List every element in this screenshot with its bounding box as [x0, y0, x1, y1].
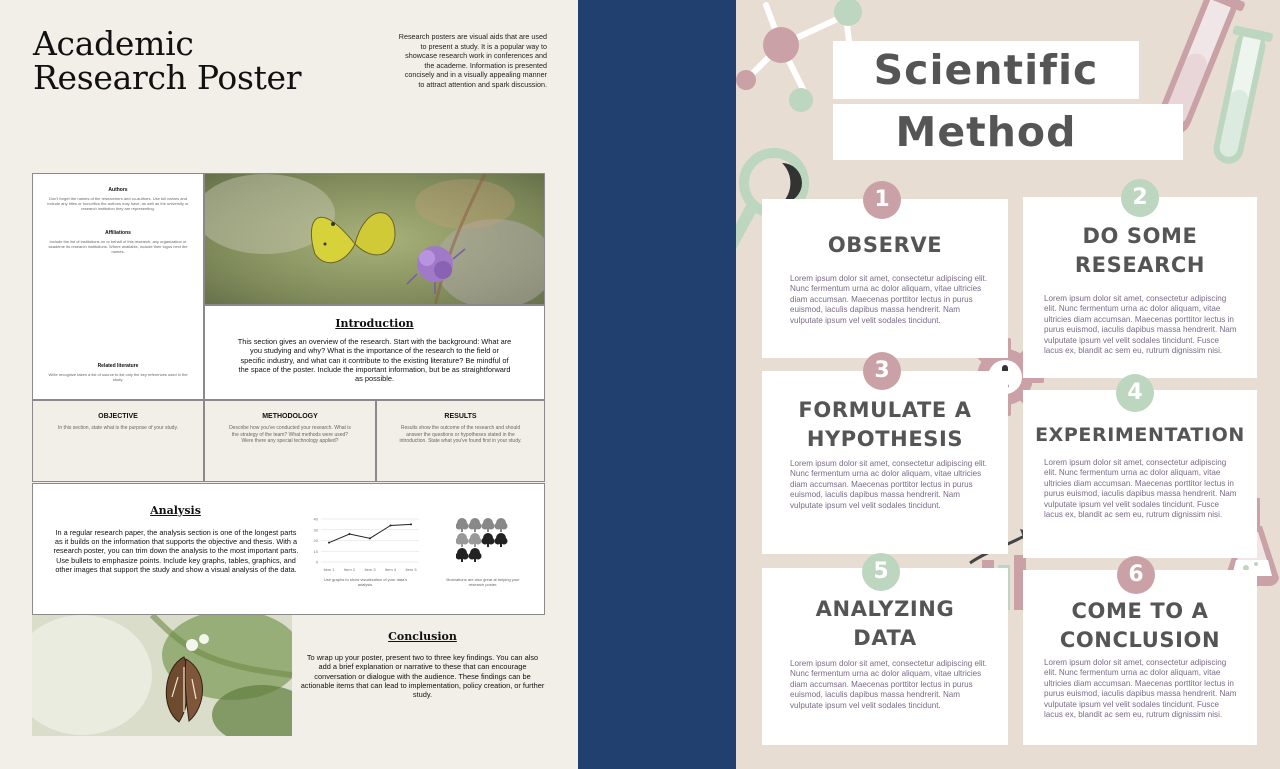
step-title-2: DO SOME RESEARCH — [1074, 224, 1206, 277]
conclusion-heading: Conclusion — [388, 630, 457, 643]
conclusion-section — [300, 630, 545, 699]
tree-icon — [456, 518, 469, 532]
methodology-text: Describe how you've conducted your research. What is the strategy of the team? What methods were used? Were there any special technology applied? — [229, 425, 351, 444]
tree-icon — [495, 518, 508, 532]
step-card-2 — [1023, 197, 1257, 378]
step-number-3: 3 — [863, 352, 901, 390]
poster-intro-text: Research posters are visual aids that are used to present a study. It is a popular way to showcase research work in conferences and the academe. Information is presented concisely and in a visually appealing manner to attract attention and spark discussion. — [398, 32, 547, 89]
step-number-5: 5 — [862, 553, 900, 591]
tree-icon — [469, 518, 482, 532]
authors-heading: Authors — [108, 187, 128, 193]
step-text-4: Lorem ipsum dolor sit amet, consectetur adipiscing elit. Nunc fermentum urna ac dolor aliquam, vitae ultricies diam accumsan. Maecenas porttitor lectus in purus euismod, iaculis dapibus massa hendrerit. Nam vulputate ipsum vel velit sodales tincidunt. Fusce lacus ex, blandit ac sem eu, rutrum dignissim nisi. — [1044, 458, 1237, 520]
step-number-6: 6 — [1117, 556, 1155, 594]
chart-point — [369, 537, 371, 539]
step-title-5: ANALYZING DATA — [815, 597, 955, 650]
step-text-1: Lorem ipsum dolor sit amet, consectetur adipiscing elit. Nunc fermentum urna ac dolor aliquam, vitae ultricies diam accumsan. Maecenas porttitor lectus in purus euismod, iaculis dapibus massa hendrerit. Nam vulputate ipsum vel velit sodales tincidunt. — [790, 274, 988, 325]
results-heading: RESULTS — [444, 413, 477, 420]
affiliations-text: Include the list of institutions on or behalf of this research, any organization or academe its research institutions. Where available, include their logos next the names. — [48, 239, 188, 254]
analysis-panel — [32, 483, 545, 615]
conclusion-text: To wrap up your poster, present two to three key findings. You can also add a brief explanation or narrative to these that can encourage conversation or dialogue with the audience. These findings can be actionable items that can lead to implementation, policy creation, or further study. — [300, 653, 545, 700]
tree-icon — [482, 533, 495, 547]
authors-text: Don't forget the names of the researchers and co-authors. Use full names and include any titles or honorifics the authors may have, as well as the university or research institution they are representing. — [47, 196, 189, 211]
step-number-1: 1 — [863, 181, 901, 219]
step-number-4: 4 — [1116, 374, 1154, 412]
step-text-5: Lorem ipsum dolor sit amet, consectetur adipiscing elit. Nunc fermentum urna ac dolor aliquam, vitae ultricies diam accumsan. Maecenas porttitor lectus in purus euismod, iaculis dapibus massa hendrerit. Nam vulputate ipsum vel velit sodales tincidunt. — [790, 659, 988, 710]
step-card-5 — [762, 568, 1008, 745]
chart-xtick-label: Item 4 — [384, 567, 397, 572]
related-literature-text: Write recognize taken a list of source to list only the key references used in the study. — [48, 372, 188, 382]
step-card-1 — [762, 199, 1008, 358]
authors-panel — [32, 173, 204, 400]
chart-point — [328, 542, 330, 544]
objective-panel — [32, 400, 204, 482]
step-title-4: EXPERIMENTATION — [1035, 424, 1245, 446]
introduction-text: This section gives an overview of the research. Start with the background: What are you studying and why? What is the importance of the research to the field or specific industry, and what can it contribute to the existing literature? Be mindful of the space of the poster. Include the important information, but be as straightforward as possible. — [237, 337, 512, 384]
poster-title-line-1: Scientific — [873, 46, 1099, 94]
academic-research-poster — [0, 0, 578, 769]
tree-icon — [469, 533, 482, 547]
step-text-2: Lorem ipsum dolor sit amet, consectetur adipiscing elit. Nunc fermentum urna ac dolor aliquam, vitae ultricies diam accumsan. Maecenas porttitor lectus in purus euismod, iaculis dapibus massa hendrerit. Nam vulputate ipsum vel velit sodales tincidunt. Fusce lacus ex, blandit ac sem eu, rutrum dignissim nisi. — [1044, 294, 1237, 356]
tree-icon — [456, 533, 469, 547]
chart-xtick-label: Item 2 — [343, 567, 356, 572]
introduction-heading: Introduction — [335, 317, 414, 330]
step-card-6 — [1023, 570, 1257, 745]
step-title-3: FORMULATE A HYPOTHESIS — [798, 398, 972, 451]
scientific-method-poster — [736, 0, 1280, 769]
butterfly-photo — [204, 173, 545, 305]
chart-xtick-label: Item 5 — [405, 567, 417, 572]
tree-icon — [495, 533, 508, 547]
chart-ytick-label: 20 — [313, 538, 318, 543]
chart-xtick-label: Item 3 — [364, 567, 376, 572]
methodology-heading: METHODOLOGY — [262, 413, 318, 420]
chart-ytick-label: 40 — [313, 516, 318, 522]
objective-text: In this section, state what is the purpose of your study. — [58, 425, 178, 431]
chart-ytick-label: 0 — [315, 559, 318, 565]
chart-series-line — [329, 524, 411, 542]
poster-title-line-2: Method — [895, 108, 1077, 156]
introduction-panel — [204, 305, 545, 400]
chart-caption: Use graphs to show visualization of your data's analysis. — [323, 577, 408, 587]
step-card-3 — [762, 371, 1008, 554]
step-card-4 — [1023, 390, 1257, 558]
related-literature-heading: Related literature — [97, 363, 139, 369]
navy-divider — [578, 0, 736, 769]
step-text-3: Lorem ipsum dolor sit amet, consectetur adipiscing elit. Nunc fermentum urna ac dolor aliquam, vitae ultricies diam accumsan. Maecenas porttitor lectus in purus euismod, iaculis dapibus massa hendrerit. Nam vulputate ipsum vel velit sodales tincidunt. — [790, 459, 988, 510]
icons-caption: Illustrations are also great at helping your research poster. — [446, 577, 520, 587]
tree-icons-grid — [456, 517, 512, 565]
chart-point — [410, 523, 412, 525]
chart-ytick-label: 30 — [313, 527, 318, 533]
analysis-text: In a regular research paper, the analysis section is one of the longest parts as it builds on the information that supports the objective and thesis. With a research poster, you can trim down the analysis to the most important parts. Use bullets to emphasize points. Include key graphs, tables, graphics, and other images that support the study and show a visual analysis of the data. — [53, 528, 299, 574]
objective-heading: OBJECTIVE — [98, 413, 138, 420]
butterfly-photo-2 — [32, 615, 292, 736]
step-title-1: OBSERVE — [827, 233, 943, 257]
methodology-panel — [204, 400, 376, 482]
affiliations-heading: Affiliations — [105, 230, 131, 236]
step-text-6: Lorem ipsum dolor sit amet, consectetur adipiscing elit. Nunc fermentum urna ac dolor aliquam, vitae ultricies diam accumsan. Maecenas porttitor lectus in purus euismod, iaculis dapibus massa hendrerit. Nam vulputate ipsum vel velit sodales tincidunt. Fusce lacus ex, blandit ac sem eu, rutrum dignissim nisi. — [1044, 658, 1237, 720]
step-number-2: 2 — [1121, 179, 1159, 217]
analysis-heading: Analysis — [150, 504, 201, 517]
chart-point — [349, 533, 351, 535]
chart-point — [390, 524, 392, 526]
tree-icon — [482, 518, 495, 532]
poster-title: Academic Research Poster — [33, 24, 302, 97]
chart-xtick-label: Item 1 — [323, 567, 335, 572]
tree-icon — [469, 548, 482, 562]
step-title-6: COME TO A CONCLUSION — [1059, 599, 1221, 652]
results-text: Results show the outcome of the research and should answer the questions or hypotheses stated in the introduction. State what you've found first in your study. — [399, 425, 522, 444]
analysis-line-chart — [305, 514, 425, 576]
results-panel — [376, 400, 545, 482]
chart-ytick-label: 10 — [313, 548, 318, 554]
tree-icon — [456, 548, 469, 562]
